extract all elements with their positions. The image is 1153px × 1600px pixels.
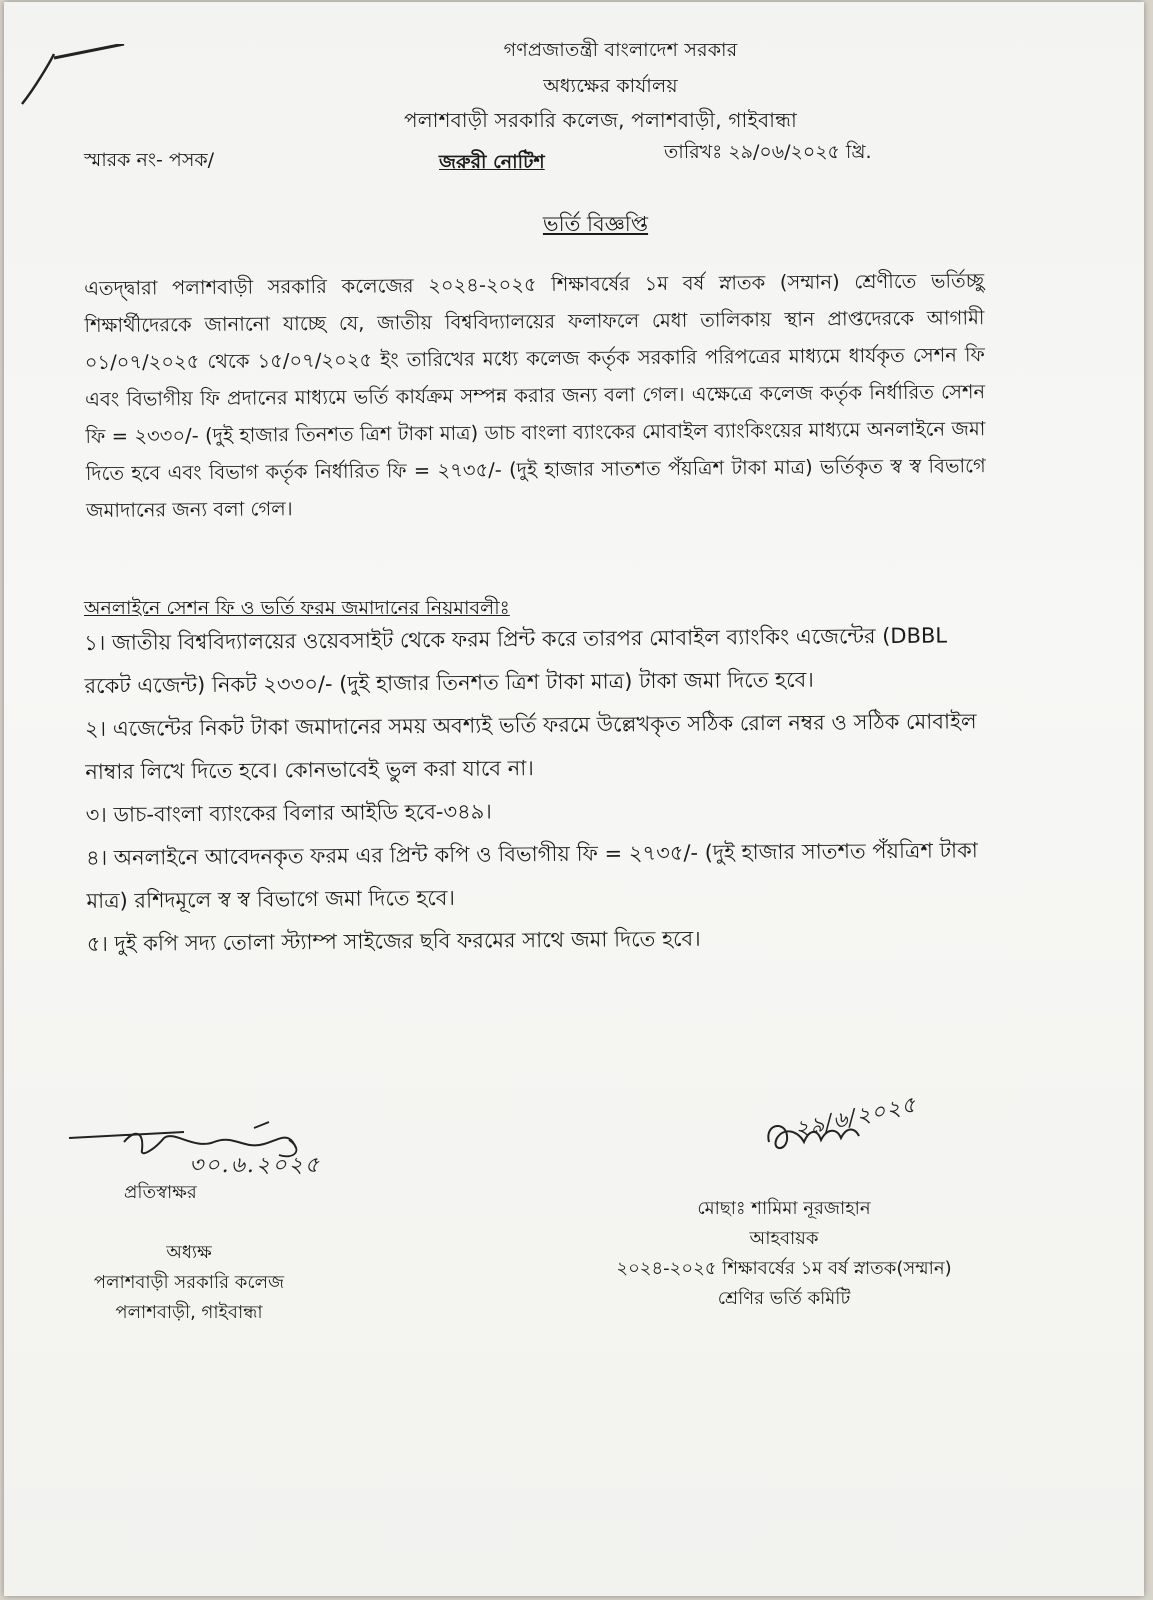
principal-institution: পলাশবাড়ী সরকারি কলেজ [93, 1272, 285, 1293]
rules-heading: অনলাইনে সেশন ফি ও ভর্তি ফরম জমাদানের নিয়মাবলীঃ [84, 597, 510, 619]
rules-list [84, 614, 987, 966]
convener-block [564, 1194, 1004, 1314]
principal-signature-date: ৩০.৬.২০২৫ [189, 1153, 322, 1178]
principal-place: পলাশবাড়ী, গাইবান্ধা [115, 1302, 263, 1323]
memo-row [84, 141, 1084, 174]
header-college: পলাশবাড়ী সরকারি কলেজ, পলাশবাড়ী, গাইবান্ধা [403, 108, 798, 132]
rule-item: ২। এজেন্টের নিকট টাকা জমাদানের সময় অবশ্যই ভর্তি ফরমে উল্লেখকৃত সঠিক রোল নম্বর ও সঠিক মোবাইল নাম্বার লিখে দিতে হবে। কোনভাবেই ভুল করা যাবে না। [84, 709, 977, 784]
convener-name: মোছাঃ শামিমা নূরজাহান [697, 1198, 871, 1219]
urgent-notice-label: জরুরী নোটিশ [439, 151, 545, 173]
notice-body: এতদ্দ্বারা পলাশবাড়ী সরকারি কলেজের ২০২৪-২০২৫ শিক্ষাবর্ষের ১ম বর্ষ স্নাতক (সম্মান) শ্রেণীতে ভর্তিচ্ছু শিক্ষার্থীদেরকে জানানো যাচ্ছে যে, জাতীয় বিশ্ববিদ্যালয়ের ফলাফলে মেধা তালিকায় স্থান প্রাপ্তদেরকে আগামী ০১/০৭/২০২৫ থেকে ১৫/০৭/২০২৫ ইং তারিখের মধ্যে কলেজ কর্তৃক সরকারি পরিপত্রের মাধ্যমে ধার্যকৃত সেশন ফি এবং বিভাগীয় ফি প্রদানের মাধ্যমে ভর্তি কার্যক্রম সম্পন্ন করার জন্য বলা গেল। এক্ষেত্রে কলেজ কর্তৃক নির্ধারিত সেশন ফি = ২৩৩০/- (দুই হাজার তিনশত ত্রিশ টাকা মাত্র) ডাচ বাংলা ব্যাংকের মোবাইল ব্যাংকিংয়ের মাধ্যমে অনলাইনে জমা দিতে হবে এবং বিভাগ কর্তৃক নির্ধারিত ফি = ২৭৩৫/- (দুই হাজার সাতশত পঁয়ত্রিশ টাকা মাত্র) ভর্তিকৃত স্ব স্ব বিভাগে জমাদানের জন্য বলা গেল। [84, 269, 986, 522]
principal-title: অধ্যক্ষ [166, 1242, 212, 1263]
header-office: অধ্যক্ষের কার্যালয় [543, 75, 678, 97]
committee-line-1: ২০২৪-২০২৫ শিক্ষাবর্ষের ১ম বর্ষ স্নাতক(সম্মান) [616, 1258, 952, 1279]
rule-item: ৫। দুই কপি সদ্য তোলা স্ট্যাম্প সাইজের ছবি ফরমের সাথে জমা দিতে হবে। [86, 926, 701, 956]
rule-item: ৪। অনলাইনে আবেদনকৃত ফরম এর প্রিন্ট কপি ও বিভাগীয় ফি = ২৭৩৫/- (দুই হাজার সাতশত পঁয়ত্রিশ টাকা মাত্র) রশিদমূলে স্ব স্ব বিভাগে জমা দিতে হবে। [85, 838, 978, 913]
notice-date: তারিখঃ ২৯/০৬/২০২৫ খ্রি. [664, 141, 872, 163]
convener-signature-date: ২৯/৬/২০২৫ [792, 1092, 919, 1143]
notice-page [4, 2, 1144, 1596]
committee-line-2: শ্রেণির ভর্তি কমিটি [717, 1288, 851, 1309]
rule-item: ১। জাতীয় বিশ্ববিদ্যালয়ের ওয়েবসাইট থেকে ফরম প্রিন্ট করে তারপর মোবাইল ব্যাংকিং এজেন্টের (DBBL রকেট এজেন্ট) নিকট ২৩৩০/- (দুই হাজার তিনশত ত্রিশ টাকা মাত্র) টাকা জমা দিতে হবে। [84, 623, 948, 698]
principal-block [64, 1238, 314, 1328]
rule-item: ৩। ডাচ-বাংলা ব্যাংকের বিলার আইডি হবে-৩৪৯। [85, 799, 492, 827]
notice-title: ভর্তি বিজ্ঞপ্তি [542, 212, 649, 236]
memo-number: স্মারক নং- পসক/ [84, 149, 215, 171]
countersign-label: প্রতিস্বাক্ষর [124, 1182, 197, 1203]
header-government: গণপ্রজাতন্ত্রী বাংলাদেশ সরকার [503, 39, 738, 61]
convener-role: আহবায়ক [749, 1228, 819, 1249]
